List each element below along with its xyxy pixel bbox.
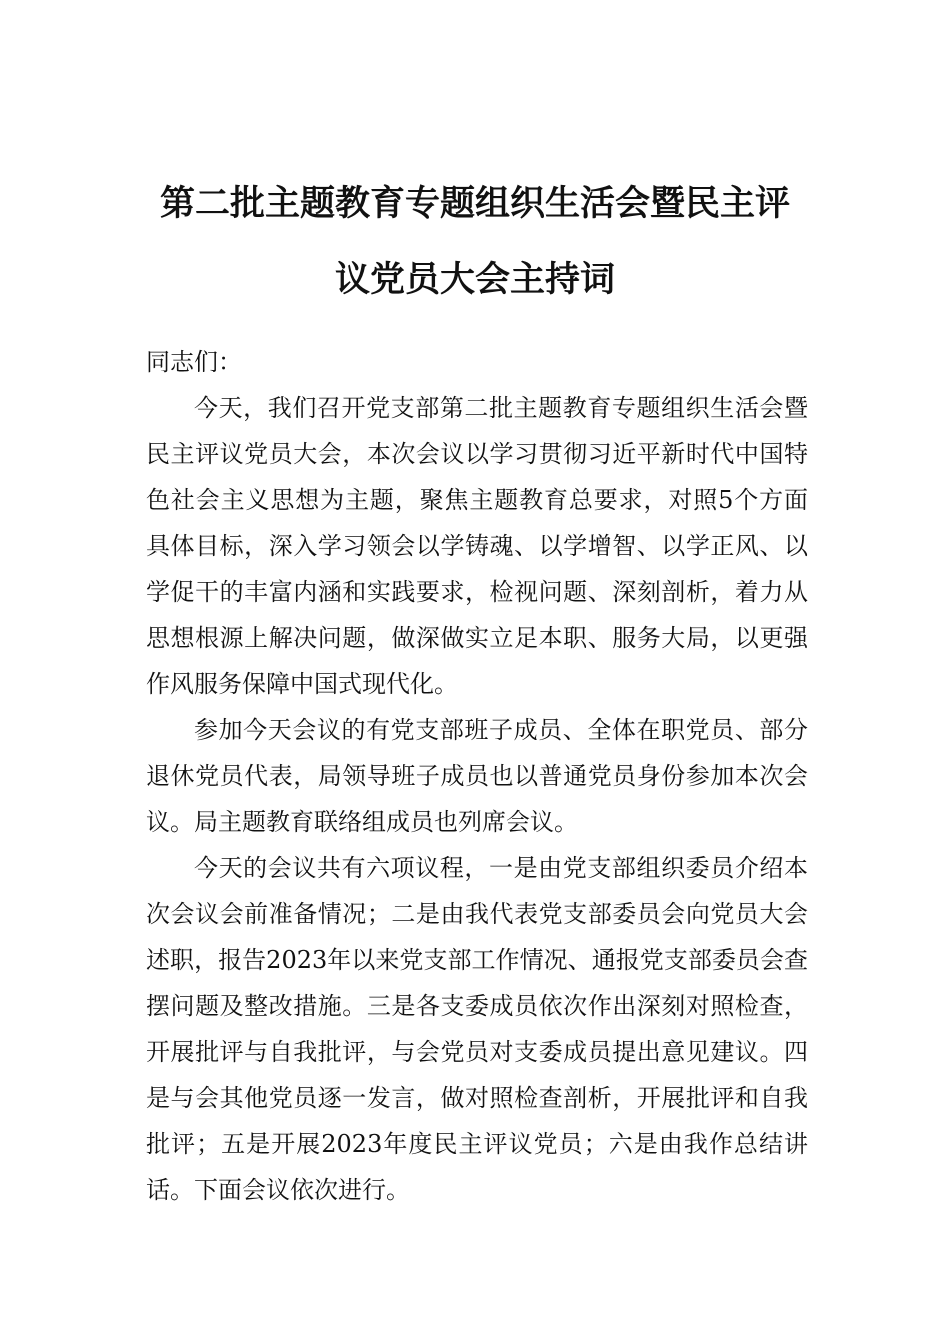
paragraph-opening: 今天，我们召开党支部第二批主题教育专题组织生活会暨民主评议党员大会，本次会议以学习贯彻习近平新时代中国特色社会主义思想为主题，聚焦主题教育总要求，对照5个方面具体目标，深入学习领会以学铸魂、以学增智、以学正风、以学促干的丰富内涵和实践要求，检视问题、深刻剖析，着力从思想根源上解决问题，做深做实立足本职、服务大局，以更强作风服务保障中国式现代化。 (146, 394, 808, 698)
title-line-1: 第二批主题教育专题组织生活会暨民主评 (159, 183, 790, 224)
paragraph-attendees: 参加今天会议的有党支部班子成员、全体在职党员、部分退休党员代表，局领导班子成员也以普通党员身份参加本次会议。局主题教育联络组成员也列席会议。 (146, 716, 808, 836)
document-title (120, 166, 830, 318)
document-body (146, 339, 808, 1213)
paragraph-agenda: 今天的会议共有六项议程，一是由党支部组织委员介绍本次会议会前准备情况；二是由我代表党支部委员会向党员大会述职，报告2023年以来党支部工作情况、通报党支部委员会查摆问题及整改措施。三是各支委成员依次作出深刻对照检查，开展批评与自我批评，与会党员对支委成员提出意见建议。四是与会其他党员逐一发言，做对照检查剖析，开展批评和自我批评；五是开展2023年度民主评议党员；六是由我作总结讲话。下面会议依次进行。 (146, 854, 808, 1204)
title-line-2: 议党员大会主持词 (334, 259, 615, 300)
greeting: 同志们： (146, 348, 242, 376)
